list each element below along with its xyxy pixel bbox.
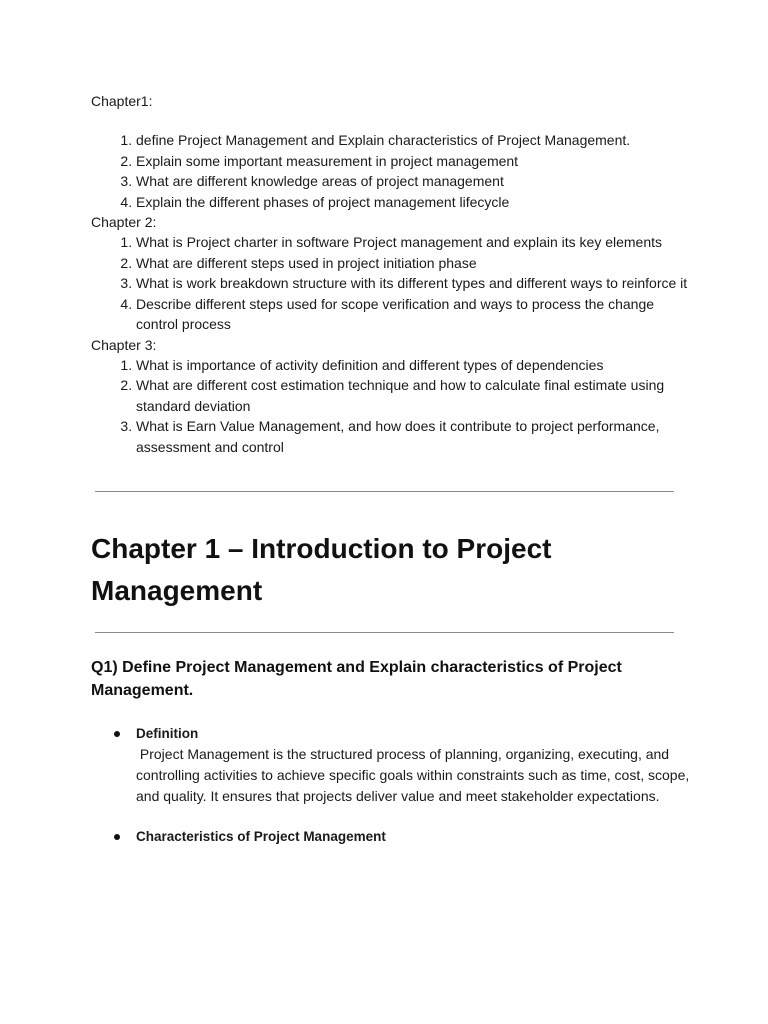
list-item: 2. Explain some important measurement in project management <box>136 151 691 172</box>
bullet-icon <box>114 834 120 840</box>
list-item: 1. What is importance of activity definition and different types of dependencies <box>136 355 691 376</box>
document-content <box>91 91 694 847</box>
chapter-title: Chapter 1 – Introduction to Project Management <box>91 533 552 606</box>
list-item: 3. What is work breakdown structure with its different types and different ways to reinforce it <box>136 273 691 294</box>
list-item: 3. What is Earn Value Management, and how does it contribute to project performance, assessment and control <box>136 416 691 457</box>
toc-chapter3-label: Chapter 3: <box>91 336 157 353</box>
list-item: 4. Describe different steps used for scope verification and ways to process the change control process <box>136 294 691 335</box>
list-item <box>91 723 694 807</box>
toc-chapter3-questions <box>91 355 691 458</box>
bullet-icon <box>114 731 120 737</box>
question-heading: Q1) Define Project Management and Explain characteristics of Project Management. <box>91 659 622 699</box>
toc-chapter1-label: Chapter1: <box>91 93 153 109</box>
list-item: 1. What is Project charter in software Project management and explain its key elements <box>136 232 691 253</box>
list-item: 2. What are different cost estimation technique and how to calculate final estimate using standard deviation <box>136 375 691 416</box>
list-item: 1. define Project Management and Explain characteristics of Project Management. <box>136 130 691 151</box>
list-item <box>91 826 691 847</box>
toc-chapter1-questions <box>91 130 691 212</box>
answer-bullets <box>91 723 694 847</box>
list-item: 4. Explain the different phases of project management lifecycle <box>136 192 691 213</box>
definition-text: Project Management is the structured process of planning, organizing, executing, and controlling activities to achieve specific goals within constraints such as time, cost, scope, and quality. It ensures that projects deliver value and meet stakeholder expectations. <box>136 746 694 804</box>
definition-title: Definition <box>136 726 199 741</box>
toc-chapter2-label: Chapter 2: <box>91 214 157 230</box>
characteristics-title: Characteristics of Project Management <box>136 829 386 844</box>
toc-chapter2-questions <box>91 232 691 335</box>
list-item: 3. What are different knowledge areas of project management <box>136 171 691 192</box>
list-item: 2. What are different steps used in project initiation phase <box>136 253 691 274</box>
